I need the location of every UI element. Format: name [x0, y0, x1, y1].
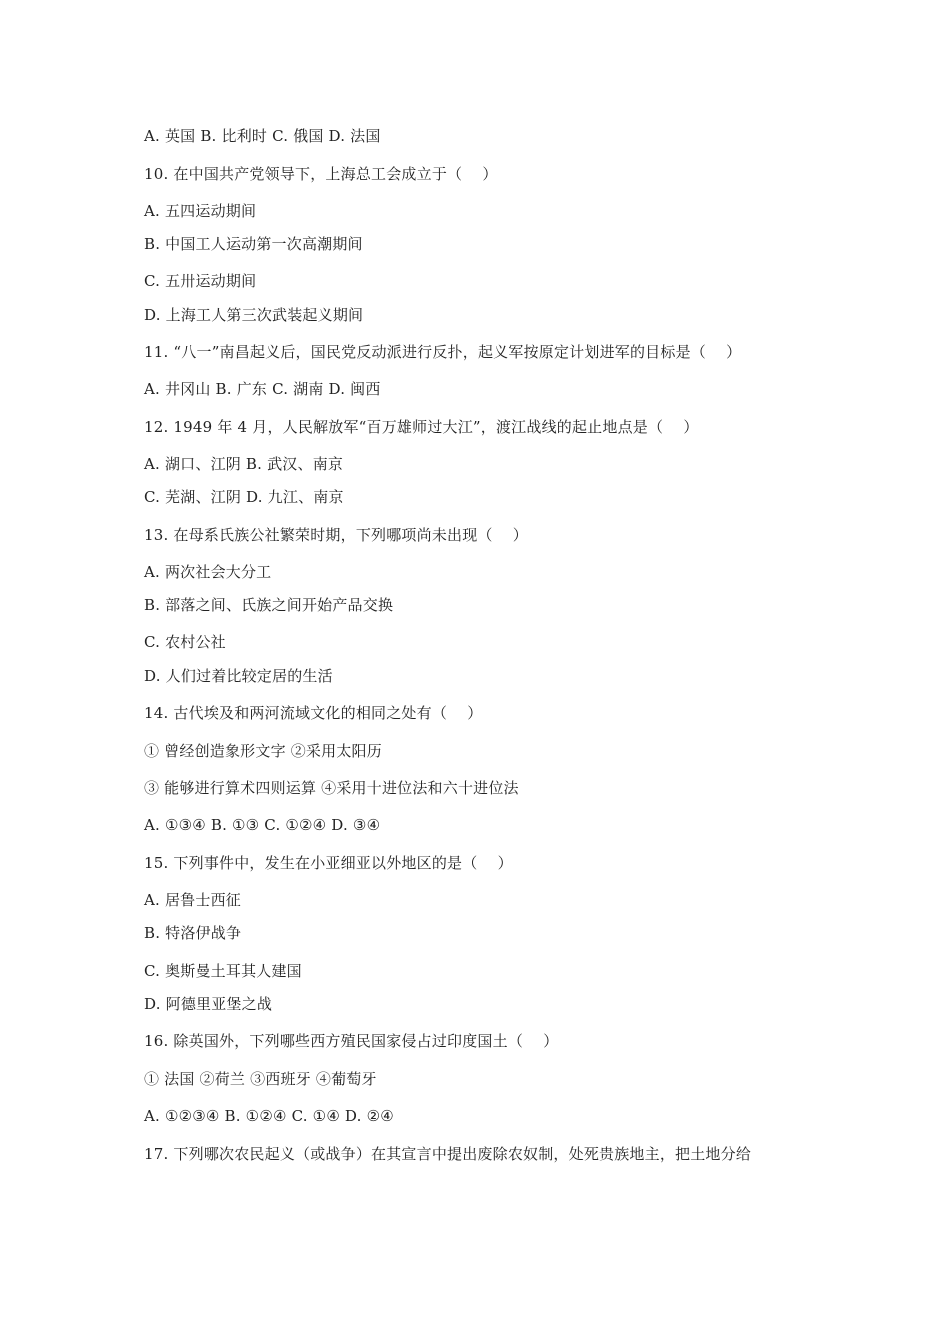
- q15-option-c: C. 奥斯曼土耳其人建国: [144, 962, 302, 980]
- q15-question: 15. 下列事件中，发生在小亚细亚以外地区的是（ ）: [144, 854, 513, 872]
- q13-option-c: C. 农村公社: [144, 633, 226, 651]
- q10-question: 10. 在中国共产党领导下，上海总工会成立于（ ）: [144, 165, 498, 183]
- q14-statements-12: ① 曾经创造象形文字 ②采用太阳历: [144, 742, 382, 760]
- q15-option-b: B. 特洛伊战争: [144, 924, 242, 942]
- q9-options: A. 英国 B. 比利时 C. 俄国 D. 法国: [144, 127, 381, 145]
- q15-option-a: A. 居鲁士西征: [144, 891, 241, 909]
- q15-option-d: D. 阿德里亚堡之战: [144, 995, 273, 1013]
- q10-option-b: B. 中国工人运动第一次高潮期间: [144, 235, 363, 253]
- q13-question: 13. 在母系氏族公社繁荣时期，下列哪项尚未出现（ ）: [144, 526, 528, 544]
- q10-option-a: A. 五四运动期间: [144, 202, 257, 220]
- q12-options-ab: A. 湖口、江阴 B. 武汉、南京: [144, 455, 344, 473]
- q13-option-a: A. 两次社会大分工: [144, 563, 272, 581]
- q14-options: A. ①③④ B. ①③ C. ①②④ D. ③④: [144, 816, 381, 834]
- q14-statements-34: ③ 能够进行算术四则运算 ④采用十进位法和六十进位法: [144, 779, 519, 797]
- q10-option-c: C. 五卅运动期间: [144, 272, 257, 290]
- q12-question: 12. 1949 年 4 月，人民解放军“百万雄师过大江”，渡江战线的起止地点是（ ）: [144, 418, 699, 436]
- q14-question: 14. 古代埃及和两河流域文化的相同之处有（ ）: [144, 704, 483, 722]
- q13-option-b: B. 部落之间、氏族之间开始产品交换: [144, 596, 394, 614]
- q16-question: 16. 除英国外，下列哪些西方殖民国家侵占过印度国土（ ）: [144, 1032, 559, 1050]
- q13-option-d: D. 人们过着比较定居的生活: [144, 667, 333, 685]
- q16-options: A. ①②③④ B. ①②④ C. ①④ D. ②④: [144, 1107, 394, 1125]
- q11-question: 11. “八一”南昌起义后，国民党反动派进行反扑，起义军按原定计划进军的目标是（ ）: [144, 343, 742, 361]
- q11-options: A. 井冈山 B. 广东 C. 湖南 D. 闽西: [144, 380, 381, 398]
- q16-statements: ① 法国 ②荷兰 ③西班牙 ④葡萄牙: [144, 1070, 377, 1088]
- q17-question: 17. 下列哪次农民起义（或战争）在其宣言中提出废除农奴制，处死贵族地主，把土地分给: [144, 1145, 752, 1163]
- q10-option-d: D. 上海工人第三次武装起义期间: [144, 306, 364, 324]
- q12-options-cd: C. 芜湖、江阴 D. 九江、南京: [144, 488, 344, 506]
